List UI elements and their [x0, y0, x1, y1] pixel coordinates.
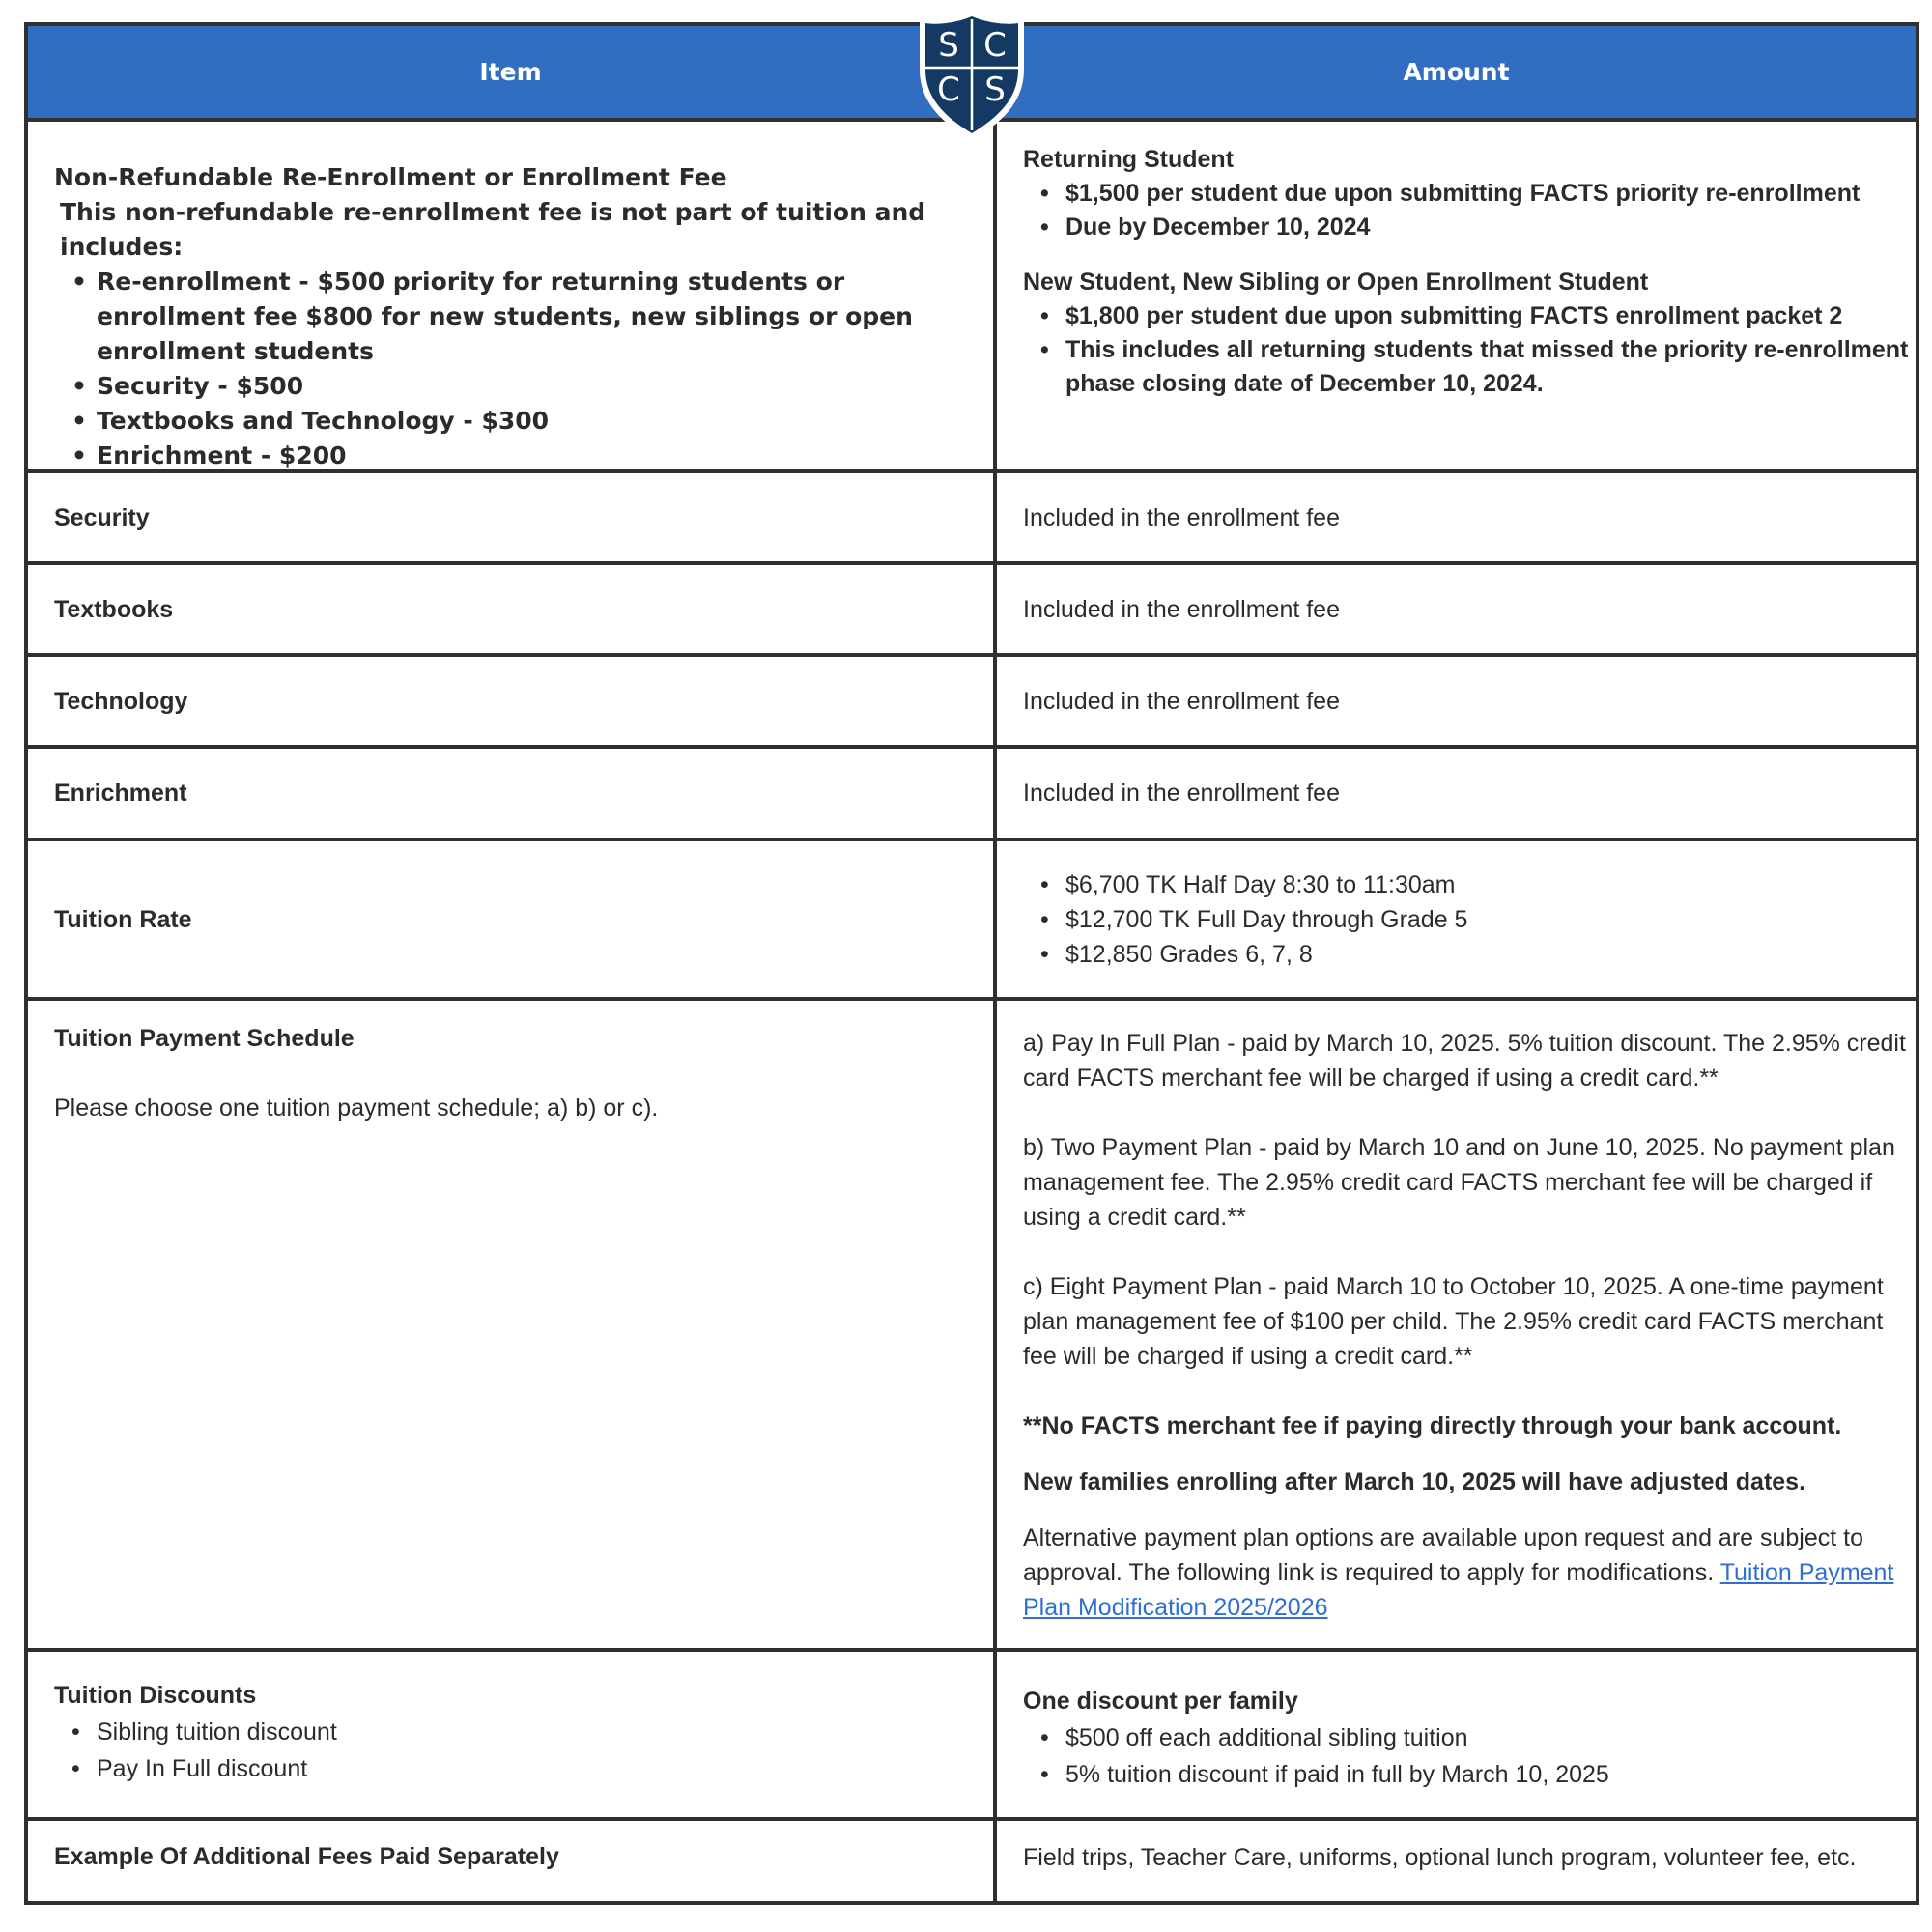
plan-c-text: c) Eight Payment Plan - paid March 10 to October 10, 2025. A one-time payment plan management fee of $100 per child. The 2.95% credit card FACTS merchant fee will be charged if using a credit card.** [1023, 1273, 1884, 1370]
logo-letter: S [938, 26, 959, 65]
header-amount: Amount [1403, 58, 1510, 86]
header-item: Item [479, 58, 542, 86]
discounts-left-list [54, 1714, 981, 1787]
logo-letter: S [984, 71, 1006, 109]
discounts-right-list [1023, 1719, 1917, 1793]
no-fee-note: **No FACTS merchant fee if paying directly through your bank account. [1023, 1412, 1842, 1439]
list-item: • $1,500 per student due upon submitting FACTS priority re-enrollment [1023, 177, 1917, 211]
tuition-rate-list [1023, 867, 1467, 972]
modification-link[interactable]: Tuition Payment Plan Modification 2025/2026 [1023, 1559, 1894, 1621]
new-families-note: New families enrolling after March 10, 2025 will have adjusted dates. [1023, 1468, 1806, 1495]
returning-student-list [1023, 177, 1917, 244]
payment-schedule-label: Tuition Payment Schedule [54, 1025, 355, 1052]
row-additional-fees [28, 1821, 1916, 1901]
new-student-list [1023, 299, 1917, 401]
enrichment-value: Included in the enrollment fee [1023, 780, 1340, 807]
row-textbooks [28, 565, 1916, 657]
security-value: Included in the enrollment fee [1023, 503, 1340, 531]
textbooks-value: Included in the enrollment fee [1023, 595, 1340, 623]
returning-student-title: Returning Student [1023, 146, 1235, 173]
additional-fees-value: Field trips, Teacher Care, uniforms, optional lunch program, volunteer fee, etc. [1023, 1844, 1857, 1871]
school-shield-logo [914, 8, 1030, 143]
list-item: • Sibling tuition discount [54, 1714, 981, 1750]
enrollment-fee-title: Non-Refundable Re-Enrollment or Enrollment Fee [54, 163, 727, 191]
technology-value: Included in the enrollment fee [1023, 687, 1340, 715]
discounts-label: Tuition Discounts [54, 1682, 257, 1709]
list-item: • $1,800 per student due upon submitting FACTS enrollment packet 2 [1023, 299, 1917, 333]
list-item: • $12,700 TK Full Day through Grade 5 [1023, 902, 1467, 937]
fee-table [24, 22, 1919, 1905]
discounts-rule: One discount per family [1023, 1688, 1298, 1715]
technology-label: Technology [54, 687, 188, 715]
row-payment-schedule [28, 1001, 1916, 1652]
row-security [28, 473, 1916, 565]
tuition-rate-label: Tuition Rate [54, 905, 192, 933]
list-item: • Security - $500 [54, 369, 981, 404]
row-enrollment-fee [28, 118, 1916, 473]
row-technology [28, 657, 1916, 749]
textbooks-label: Textbooks [54, 595, 174, 623]
list-item: • Re-enrollment - $500 priority for returning students or enrollment fee $800 for new students, new siblings or open enrollment students [54, 265, 981, 369]
additional-fees-label: Example Of Additional Fees Paid Separately [54, 1843, 559, 1870]
plan-b-text: b) Two Payment Plan - paid by March 10 and on June 10, 2025. No payment plan management fee. The 2.95% credit card FACTS merchant fee will be charged if using a credit card.** [1023, 1134, 1895, 1231]
alternative-plan-text [1023, 1520, 1917, 1625]
enrollment-fee-intro: This non-refundable re-enrollment fee is not part of tuition and includes: [60, 198, 926, 261]
alternative-plan-sentence: Alternative payment plan options are available upon request and are subject to approval. The following link is required to apply for modifications. [1023, 1524, 1864, 1586]
enrichment-label: Enrichment [54, 780, 187, 807]
enrollment-fee-list [54, 265, 981, 473]
list-item: • Textbooks and Technology - $300 [54, 404, 981, 439]
security-label: Security [54, 503, 150, 531]
list-item: • $6,700 TK Half Day 8:30 to 11:30am [1023, 867, 1467, 902]
logo-letter: C [983, 26, 1007, 65]
new-student-title: New Student, New Sibling or Open Enrollment Student [1023, 269, 1649, 296]
list-item: • $500 off each additional sibling tuition [1023, 1719, 1917, 1756]
row-tuition-rate [28, 841, 1916, 1001]
logo-letter: C [937, 71, 960, 109]
list-item: • 5% tuition discount if paid in full by March 10, 2025 [1023, 1756, 1917, 1793]
list-item: • Enrichment - $200 [54, 439, 981, 473]
payment-schedule-note: Please choose one tuition payment schedule; a) b) or c). [54, 1094, 659, 1122]
list-item: • Due by December 10, 2024 [1023, 211, 1917, 244]
list-item: • Pay In Full discount [54, 1750, 981, 1787]
row-enrichment [28, 749, 1916, 841]
plan-a-text: a) Pay In Full Plan - paid by March 10, 2025. 5% tuition discount. The 2.95% credit card FACTS merchant fee will be charged if using a credit card.** [1023, 1030, 1906, 1092]
list-item: • This includes all returning students that missed the priority re-enrollment phase closing date of December 10, 2024. [1023, 333, 1917, 401]
row-tuition-discounts [28, 1652, 1916, 1821]
list-item: • $12,850 Grades 6, 7, 8 [1023, 937, 1467, 972]
